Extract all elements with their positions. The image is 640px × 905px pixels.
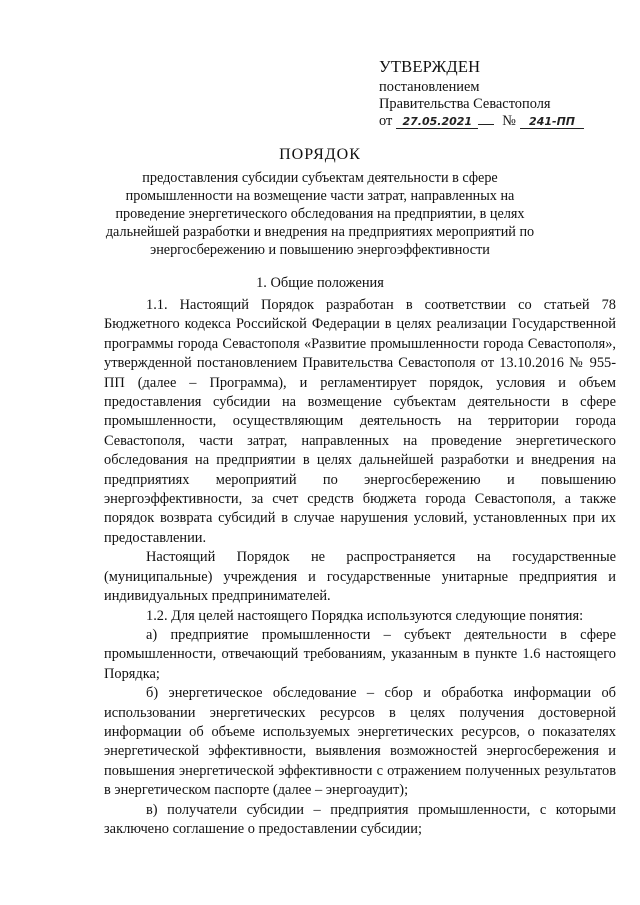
- paragraph-1-2: 1.2. Для целей настоящего Порядка используются следующие понятия:: [146, 607, 584, 624]
- approval-line-government: Правительства Севастополя: [379, 96, 551, 112]
- handwritten-date: 27.05.2021: [396, 115, 478, 129]
- number-prefix: №: [502, 113, 517, 129]
- paragraph-scope: Настоящий Порядок не распространяется на государственные (муниципальные) учреждения и государственные унитарные предприятия и индивидуальных предпринимателей.: [104, 549, 616, 605]
- section-title: 1. Общие положения: [256, 275, 384, 291]
- paragraph-1-1: 1.1. Настоящий Порядок разработан в соответствии со статьей 78 Бюджетного кодекса Российской Федерации в целях реализации Государственной программы города Севастополя «Развитие промышленности города Севастополя», утвержденной постановлением Правительства Севастополя от 13.10.2016 № 955-ПП (далее – Программа), и регламентирует порядок, условия и объем предоставления субсидии на возмещение субъектам деятельности в сфере промышленности, осуществляющим деятельность на территории города Севастополя, части затрат, направленных на проведение энергетического обследования на предприятии в целях дальнейшей разработки и внедрения на предприятиях мероприятий по энергосбережению и повышению энергоэффективности, за счет средств бюджета города Севастополя, а также порядок возврата субсидий в случае нарушения условий, установленных при их предоставлении.: [104, 297, 616, 546]
- document-heading: [96, 146, 544, 259]
- document-title: ПОРЯДОК: [279, 146, 361, 163]
- definition-a: а) предприятие промышленности – субъект деятельности в сфере промышленности, отвечающий требованиям, указанным в пункте 1.6 настоящего Порядка;: [104, 626, 616, 682]
- approval-line-decree: постановлением: [379, 79, 480, 95]
- handwritten-number: 241-ПП: [520, 115, 584, 129]
- approval-date-row: [379, 113, 619, 130]
- approval-stamp: [379, 58, 619, 130]
- date-prefix: от: [379, 113, 393, 129]
- definition-c: в) получатели субсидии – предприятия промышленности, с которыми заключено соглашение о предоставлении субсидии;: [104, 801, 616, 837]
- definition-b: б) энергетическое обследование – сбор и обработка информации об использовании энергетических ресурсов в целях получения достоверной информации об объеме используемых энергетических ресурсов, о показателях энергетической эффективности, выявления возможностей энергосбережения и повышения энергетической эффективности с отражением полученных результатов в энергетическом паспорте (далее – энергоаудит);: [104, 685, 616, 799]
- document-subtitle: предоставления субсидии субъектам деятельности в сфере промышленности на возмещение части затрат, направленных на проведение энергетического обследования на предприятии, в целях дальнейшей разработки и внедрения на предприятиях мероприятий по энергосбережению и повышению энергоэффективности: [105, 170, 535, 258]
- document-body: [104, 296, 616, 839]
- date-underline: [478, 124, 494, 125]
- approval-title: УТВЕРЖДЕН: [379, 57, 481, 76]
